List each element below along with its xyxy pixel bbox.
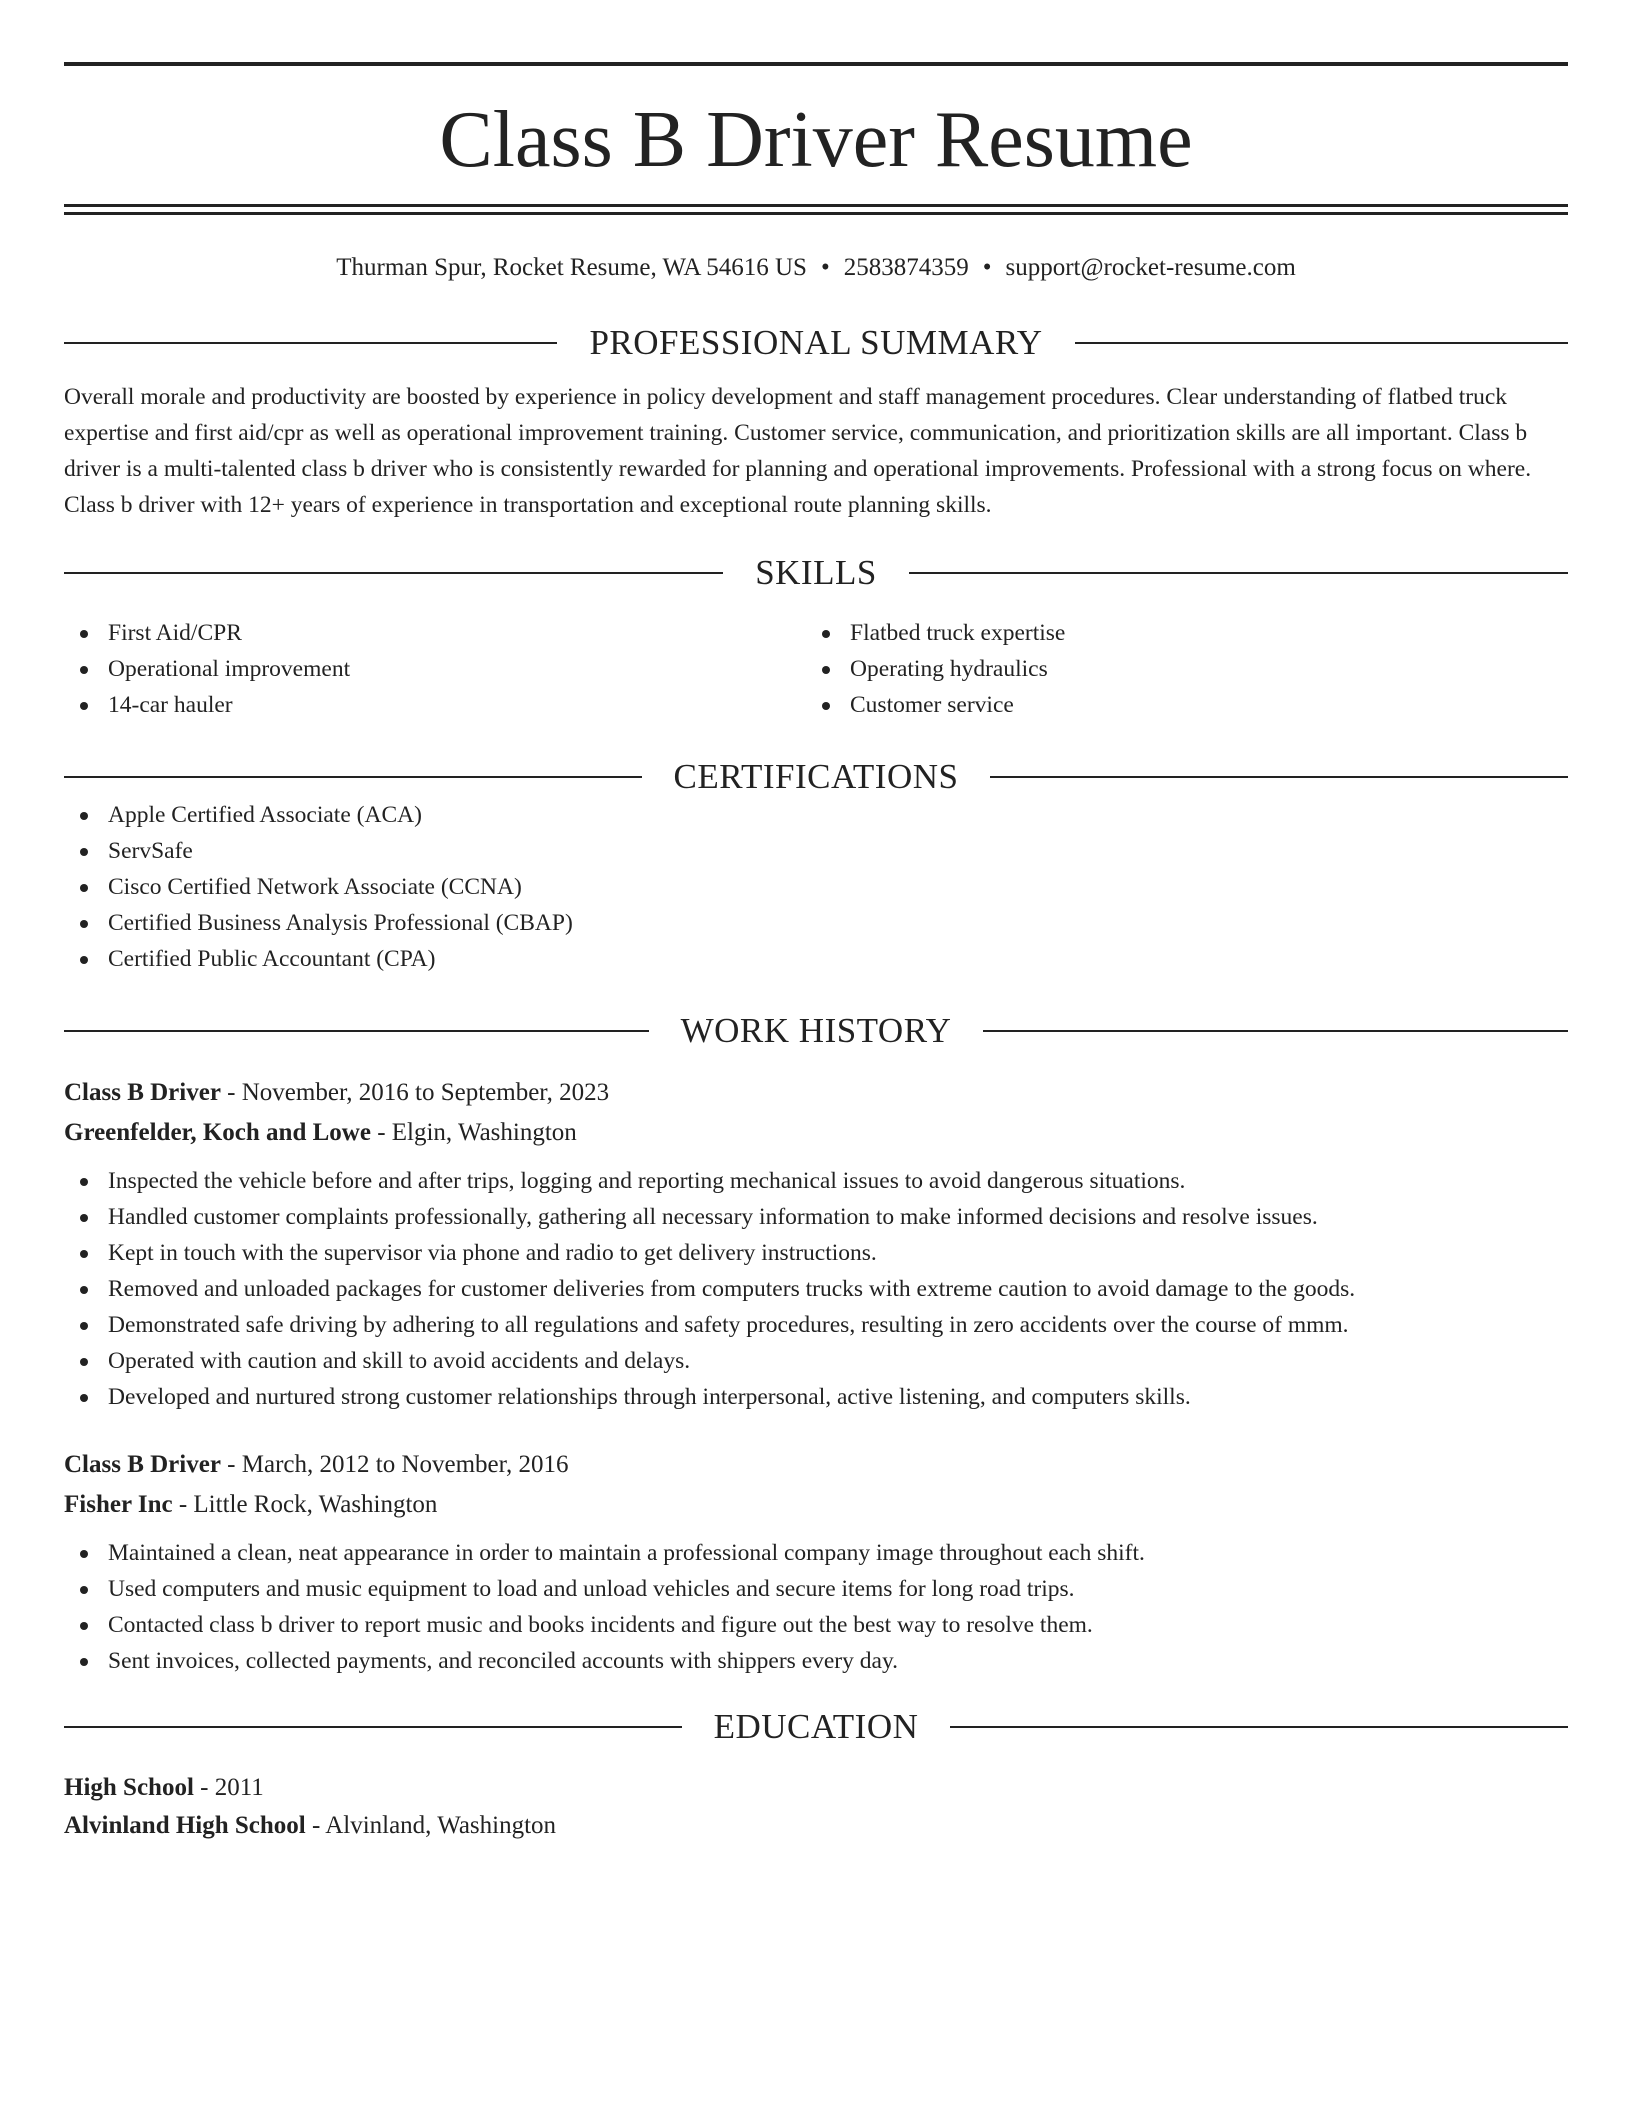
header-top-rule <box>64 62 1568 66</box>
job-role-line <box>64 1073 1568 1113</box>
education-school-line <box>64 1807 1568 1845</box>
job-bullet: Contacted class b driver to report music and books incidents and figure out the best way to resolve them. <box>64 1607 1568 1643</box>
job-company-line <box>64 1485 1568 1525</box>
certification-item: Certified Business Analysis Professional (CBAP) <box>64 905 1568 941</box>
section-title: CERTIFICATIONS <box>673 757 959 796</box>
summary-text: Overall morale and productivity are boosted by experience in policy development and staff management procedures. Clear understanding of flatbed truck expertise and first aid/cpr as well as operational improvement training. Customer service, communication, and prioritization skills are all important. Class b driver is a multi-talented class b driver who is consistently rewarded for planning and operational improvements. Professional with a strong focus on where. Class b driver with 12+ years of experience in transportation and exceptional route planning skills. <box>64 384 1532 518</box>
certification-item: Cisco Certified Network Associate (CCNA) <box>64 869 1568 905</box>
section-certifications-heading <box>64 757 1568 797</box>
resume-title: Class B Driver Resume <box>439 96 1193 184</box>
job-role: Class B Driver <box>64 1079 221 1106</box>
section-title: EDUCATION <box>713 1707 919 1746</box>
job-bullet: Removed and unloaded packages for customer deliveries from computers trucks with extreme caution to avoid damage to the goods. <box>64 1271 1568 1307</box>
header-double-rule <box>64 204 1568 215</box>
education-degree: High School <box>64 1774 194 1801</box>
section-title: WORK HISTORY <box>680 1011 952 1050</box>
job-bullet: Inspected the vehicle before and after trips, logging and reporting mechanical issues to avoid dangerous situations. <box>64 1163 1568 1199</box>
education-school: Alvinland High School <box>64 1812 306 1839</box>
section-title: PROFESSIONAL SUMMARY <box>589 323 1043 362</box>
job-dates: - March, 2012 to November, 2016 <box>220 1451 569 1478</box>
job-location: - Little Rock, Washington <box>172 1491 438 1518</box>
job-bullet: Demonstrated safe driving by adhering to all regulations and safety procedures, resulting in zero accidents over the course of mmm. <box>64 1307 1568 1343</box>
job-dates: - November, 2016 to September, 2023 <box>220 1079 610 1106</box>
job-bullet: Operated with caution and skill to avoid accidents and delays. <box>64 1343 1568 1379</box>
certification-item: Apple Certified Associate (ACA) <box>64 797 1568 833</box>
certification-item: ServSafe <box>64 833 1568 869</box>
skills-list <box>64 615 1568 723</box>
contact-separator: • <box>820 254 830 281</box>
skill-item: Customer service <box>806 687 1548 723</box>
education-location: - Alvinland, Washington <box>305 1812 557 1839</box>
section-title: SKILLS <box>755 553 877 592</box>
job-bullet: Used computers and music equipment to load and unload vehicles and secure items for long road trips. <box>64 1571 1568 1607</box>
job-location: - Elgin, Washington <box>370 1119 577 1146</box>
job-bullet: Sent invoices, collected payments, and reconciled accounts with shippers every day. <box>64 1643 1568 1679</box>
contact-phone: 2583874359 <box>843 254 969 281</box>
job-bullet: Kept in touch with the supervisor via phone and radio to get delivery instructions. <box>64 1235 1568 1271</box>
certifications-list <box>64 797 1568 977</box>
skill-item: Operating hydraulics <box>806 651 1548 687</box>
contact-email: support@rocket-resume.com <box>1005 254 1296 281</box>
job-entry <box>64 1073 1568 1415</box>
section-education-heading <box>64 1707 1568 1747</box>
job-role: Class B Driver <box>64 1451 221 1478</box>
skill-item: Operational improvement <box>64 651 806 687</box>
job-company-line <box>64 1113 1568 1153</box>
job-bullet: Developed and nurtured strong customer relationships through interpersonal, active listening, and computers skills. <box>64 1379 1568 1415</box>
section-skills-heading <box>64 553 1568 593</box>
contact-address: Thurman Spur, Rocket Resume, WA 54616 US <box>336 254 807 281</box>
contact-line <box>64 253 1568 283</box>
job-company: Fisher Inc <box>64 1491 173 1518</box>
certification-item: Certified Public Accountant (CPA) <box>64 941 1568 977</box>
job-bullets <box>64 1535 1568 1679</box>
job-bullet: Handled customer complaints professionally, gathering all necessary information to make informed decisions and resolve issues. <box>64 1199 1568 1235</box>
section-work-heading <box>64 1011 1568 1051</box>
education-year: - 2011 <box>193 1774 264 1801</box>
education-entry <box>64 1769 1568 1845</box>
skill-item: 14-car hauler <box>64 687 806 723</box>
skill-item: First Aid/CPR <box>64 615 806 651</box>
contact-separator: • <box>982 254 992 281</box>
job-entry <box>64 1445 1568 1679</box>
job-bullet: Maintained a clean, neat appearance in order to maintain a professional company image throughout each shift. <box>64 1535 1568 1571</box>
skill-item: Flatbed truck expertise <box>806 615 1548 651</box>
job-role-line <box>64 1445 1568 1485</box>
job-bullets <box>64 1163 1568 1415</box>
education-degree-line <box>64 1769 1568 1807</box>
job-company: Greenfelder, Koch and Lowe <box>64 1119 371 1146</box>
resume-page <box>64 0 1568 1845</box>
section-summary-heading <box>64 323 1568 363</box>
